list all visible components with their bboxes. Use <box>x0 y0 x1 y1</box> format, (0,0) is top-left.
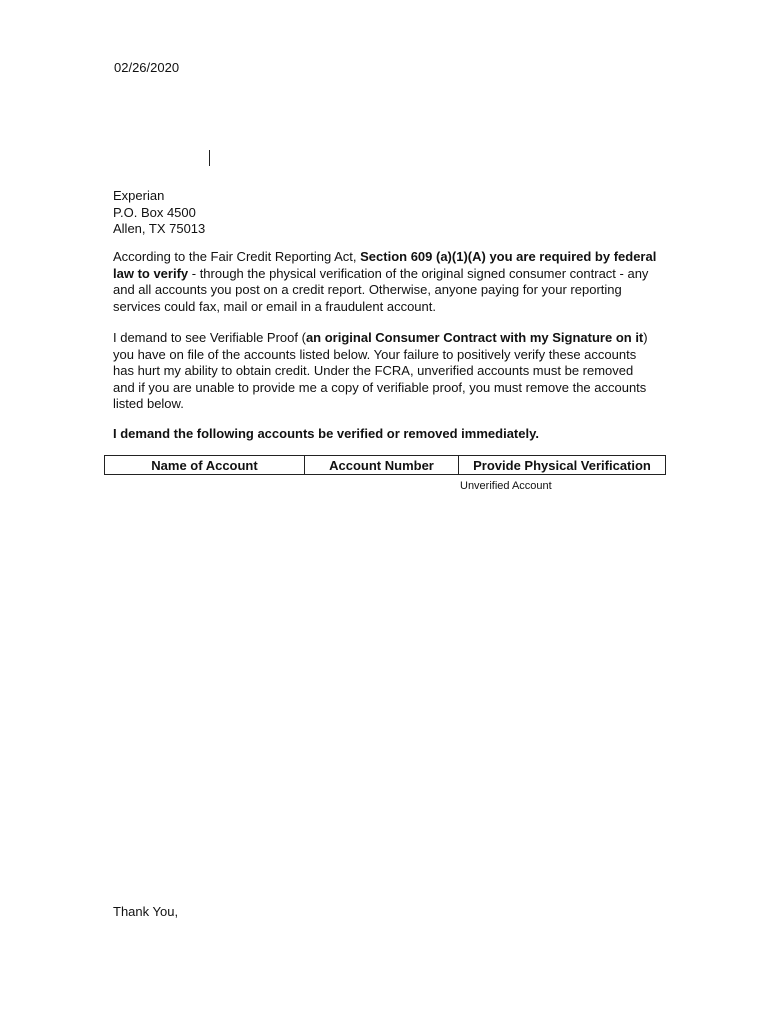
recipient-address <box>113 188 205 238</box>
table-header-row <box>105 456 666 475</box>
recipient-name: Experian <box>113 188 165 203</box>
paragraph-demand-text2: ) you have on file of the accounts listed below. Your failure to positively verify these accounts has hurt my ability to obtain credit. Under the FCRA, unverified accounts must be removed and if you are unable to provide me a copy of verifiable proof, you must remove the accounts listed below. <box>113 330 648 411</box>
recipient-address-line1: P.O. Box 4500 <box>113 204 196 220</box>
closing: Thank You, <box>113 904 179 919</box>
recipient-address-line2: Allen, TX 75013 <box>113 221 206 236</box>
paragraph-demand-text1: I demand to see Verifiable Proof ( <box>113 330 306 345</box>
unverified-note: Unverified Account <box>460 480 552 492</box>
paragraph-fcra <box>113 249 658 315</box>
demand-line: I demand the following accounts be verified or removed immediately. <box>113 426 539 441</box>
paragraph-fcra-text1: According to the Fair Credit Reporting Act, <box>113 249 361 264</box>
paragraph-fcra-text2: - through the physical verification of the original signed consumer contract - any and all accounts you post on a credit report. Otherwise, anyone paying for your reporting services could fax, mail or email in a fraudulent account. <box>113 265 649 314</box>
paragraph-demand-bold: an original Consumer Contract with my Signature on it <box>305 330 644 345</box>
column-header-verification: Provide Physical Verification <box>459 456 666 475</box>
accounts-table <box>104 455 666 475</box>
text-cursor <box>209 150 210 166</box>
column-header-account-number: Account Number <box>305 456 459 475</box>
section-reference: Section 609 (a)(1)(A) <box>360 249 486 264</box>
paragraph-fcra-bold: you are required by federal law to verify <box>113 249 657 281</box>
paragraph-demand-proof <box>113 330 658 413</box>
letter-date: 02/26/2020 <box>114 60 180 75</box>
column-header-account-name: Name of Account <box>105 456 305 475</box>
